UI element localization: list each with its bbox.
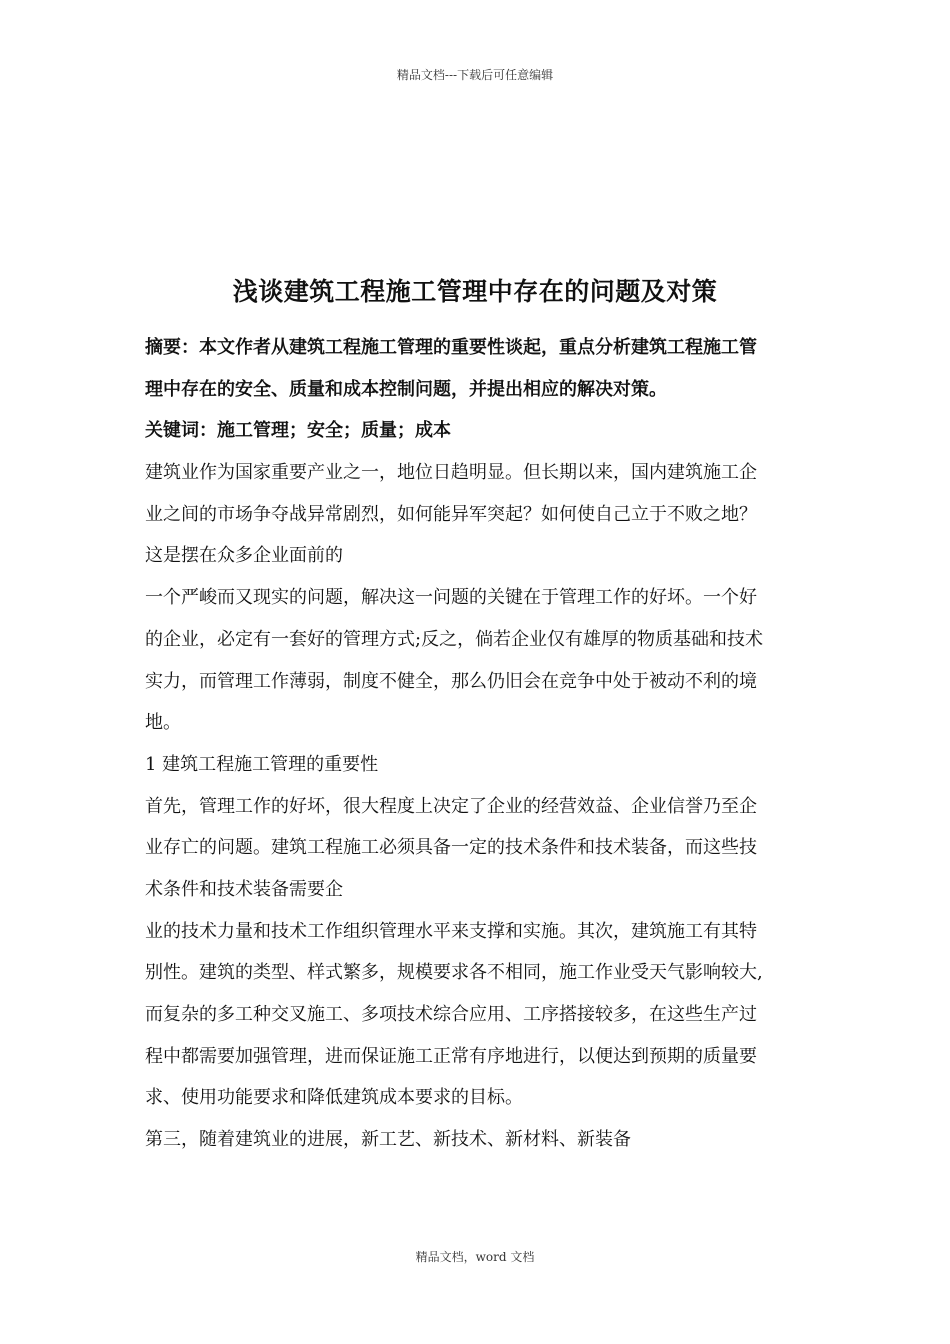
abstract-line: 摘要：本文作者从建筑工程施工管理的重要性谈起，重点分析建筑工程施工管 xyxy=(145,337,757,358)
body-line: 一个严峻而又现实的问题，解决这一问题的关键在于管理工作的好坏。一个好 xyxy=(145,587,757,609)
page-header: 精品文档---下载后可任意编辑 xyxy=(396,68,554,82)
body-line: 业存亡的问题。建筑工程施工必须具备一定的技术条件和技术装备，而这些技 xyxy=(145,837,757,859)
section-heading: 1 建筑工程施工管理的重要性 xyxy=(145,753,379,775)
body-line: 而复杂的多工种交叉施工、多项技术综合应用、工序搭接较多，在这些生产过 xyxy=(145,1004,757,1025)
body-line: 建筑业作为国家重要产业之一，地位日趋明显。但长期以来，国内建筑施工企 xyxy=(145,462,757,484)
body-line: 求、使用功能要求和降低建筑成本要求的目标。 xyxy=(145,1087,523,1109)
body-line: 术条件和技术装备需要企 xyxy=(145,878,343,900)
body-line: 实力，而管理工作薄弱，制度不健全，那么仍旧会在竞争中处于被动不利的境 xyxy=(145,670,757,692)
page-footer: 精品文档，word 文档 xyxy=(415,1250,535,1264)
body-line: 业之间的市场争夺战异常剧烈，如何能异军突起？如何使自己立于不败之地？ xyxy=(145,503,757,525)
body-line: 程中都需要加强管理，进而保证施工正常有序地进行，以便达到预期的质量要 xyxy=(145,1045,757,1067)
body-line: 首先，管理工作的好坏，很大程度上决定了企业的经营效益、企业信誉乃至企 xyxy=(145,795,757,817)
document-body xyxy=(145,327,807,1161)
body-line: 的企业，必定有一套好的管理方式;反之，倘若企业仅有雄厚的物质基础和技术 xyxy=(145,628,764,650)
document-title: 浅谈建筑工程施工管理中存在的问题及对策 xyxy=(232,277,718,306)
body-line: 这是摆在众多企业面前的 xyxy=(145,545,343,567)
body-line: 第三，随着建筑业的进展，新工艺、新技术、新材料、新装备 xyxy=(145,1129,631,1151)
body-line: 业的技术力量和技术工作组织管理水平来支撑和实施。其次，建筑施工有其特 xyxy=(145,920,757,942)
abstract-line: 理中存在的安全、质量和成本控制问题，并提出相应的解决对策。 xyxy=(145,378,667,400)
keywords-line: 关键词：施工管理；安全；质量；成本 xyxy=(145,420,451,442)
body-line: 别性。建筑的类型、样式繁多，规模要求各不相同，施工作业受天气影响较大, xyxy=(145,962,763,984)
body-line: 地。 xyxy=(145,712,181,734)
